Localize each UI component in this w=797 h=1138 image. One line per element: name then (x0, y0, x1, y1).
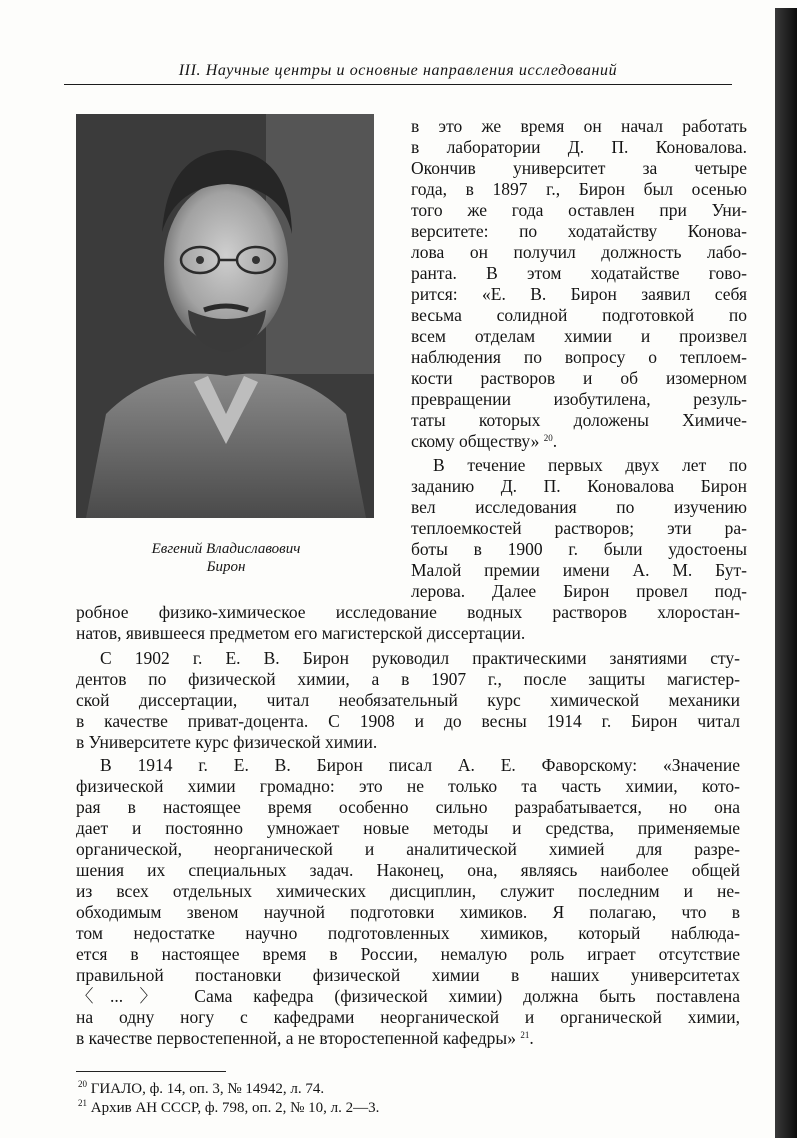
footnote (78, 1099, 379, 1117)
caption-line: Бирон (206, 559, 246, 575)
text-line: заданию Д. П. Коновалова Бирон (411, 476, 747, 496)
text-line: вел исследования по изучению (411, 497, 747, 517)
text-line: Окончив университет за четыре (411, 158, 747, 178)
text-line: года, в 1897 г., Бирон был осенью (411, 179, 747, 199)
footnote-number: 21 (78, 1098, 87, 1108)
text-line: теплоемкостей растворов; эти ра- (411, 518, 747, 538)
text-line: том недостатке научно подготовленных химиков, который наблюда- (76, 923, 740, 943)
text-line: весьма солидной подготовкой по (411, 305, 747, 325)
text-line: обходимым звеном научной подготовки химиков. Я полагаю, что в (76, 902, 740, 922)
paragraph-start-line: С 1902 г. Е. В. Бирон руководил практическими занятиями сту- (100, 648, 740, 668)
text-line: рая в настоящее время особенно сильно разрабатывается, но она (76, 797, 740, 817)
portrait-photo (76, 114, 374, 518)
text-line: 〈...〉 Сама кафедра (физической химии) должна быть поставлена (76, 986, 740, 1006)
text-line: органической, неорганической и аналитической химией для разре- (76, 839, 740, 859)
text-line: дает и постоянно умножает новые методы и средства, применяемые (76, 818, 740, 838)
text-line: ется в настоящее время в России, немалую роль играет отсутствие (76, 944, 740, 964)
text-line: в качестве приват-доцента. С 1908 и до весны 1914 г. Бирон читал (76, 711, 740, 731)
text-line: Малой премии имени А. М. Бут- (411, 560, 747, 580)
scan-edge-shadow (775, 8, 797, 1138)
text-line: на одну ногу с кафедрами неорганической и органической химии, (76, 1007, 740, 1027)
text-line: из всех отдельных химических дисциплин, служит последним и не- (76, 881, 740, 901)
text-line-with-ref: в качестве первостепенной, а не второстепенной кафедры» $^{21}$. (76, 1028, 534, 1048)
text-line: дентов по физической химии, а в 1907 г., после защиты магистер- (76, 669, 740, 689)
text-line: в лаборатории Д. П. Коновалова. (411, 137, 747, 157)
text-line: физической химии громадно: это не только та часть химии, кото- (76, 776, 740, 796)
paragraph-start-line: В 1914 г. Е. В. Бирон писал А. Е. Фаворскому: «Значение (100, 755, 740, 775)
text-line: ранта. В этом ходатайстве гово- (411, 263, 747, 283)
text-line-with-ref: скому обществу» $^{20}$. (411, 431, 558, 451)
text-line: скому обществу» (411, 431, 540, 451)
footnote-number: 20 (78, 1079, 87, 1089)
paragraph-start-line: В течение первых двух лет по (433, 455, 747, 475)
footnote-text: ГИАЛО, ф. 14, оп. 3, № 14942, л. 74. (90, 1081, 325, 1097)
text-line: кости растворов и об изомерном (411, 368, 747, 388)
footnote-ref: 21 (520, 1030, 530, 1040)
text-line: в это же время он начал работать (411, 116, 747, 136)
text-line: робное физико-химическое исследование водных растворов хлоростан- (76, 602, 740, 622)
text-line: лова он получил должность лабо- (411, 242, 747, 262)
text-line: шения их специальных задач. Наконец, она, являясь наиболее общей (76, 860, 740, 880)
text-line: рится: «Е. В. Бирон заявил себя (411, 284, 747, 304)
portrait-caption (100, 540, 352, 576)
running-head: III. Научные центры и основные направления исследований (178, 62, 618, 79)
text-line: лерова. Далее Бирон провел под- (411, 581, 747, 601)
footnote-rule (76, 1071, 226, 1072)
footnote (78, 1080, 324, 1098)
footnote-text: Архив АН СССР, ф. 798, оп. 2, № 10, л. 2—3. (90, 1100, 380, 1116)
text-line: правильной постановки физической химии в наших университетах (76, 965, 740, 985)
text-line: верситете: по ходатайству Конова- (411, 221, 747, 241)
footnote-ref: 20 (543, 433, 553, 443)
text-line: превращении изобутилена, резуль- (411, 389, 747, 409)
text-line: в качестве первостепенной, а не второстепенной кафедры» (76, 1028, 516, 1048)
text-line: в Университете курс физической химии. (76, 732, 378, 752)
header-rule (64, 84, 732, 85)
text-line: всем отделам химии и произвел (411, 326, 747, 346)
text-line: таты которых доложены Химиче- (411, 410, 747, 430)
caption-line: Евгений Владиславович (151, 541, 301, 557)
text-line: ской диссертации, читал необязательный курс химической механики (76, 690, 740, 710)
text-line: того же года оставлен при Уни- (411, 200, 747, 220)
text-line: боты в 1900 г. были удостоены (411, 539, 747, 559)
text-line: наблюдения по вопросу о теплоем- (411, 347, 747, 367)
text-line: натов, явившееся предметом его магистерской диссертации. (76, 623, 526, 643)
